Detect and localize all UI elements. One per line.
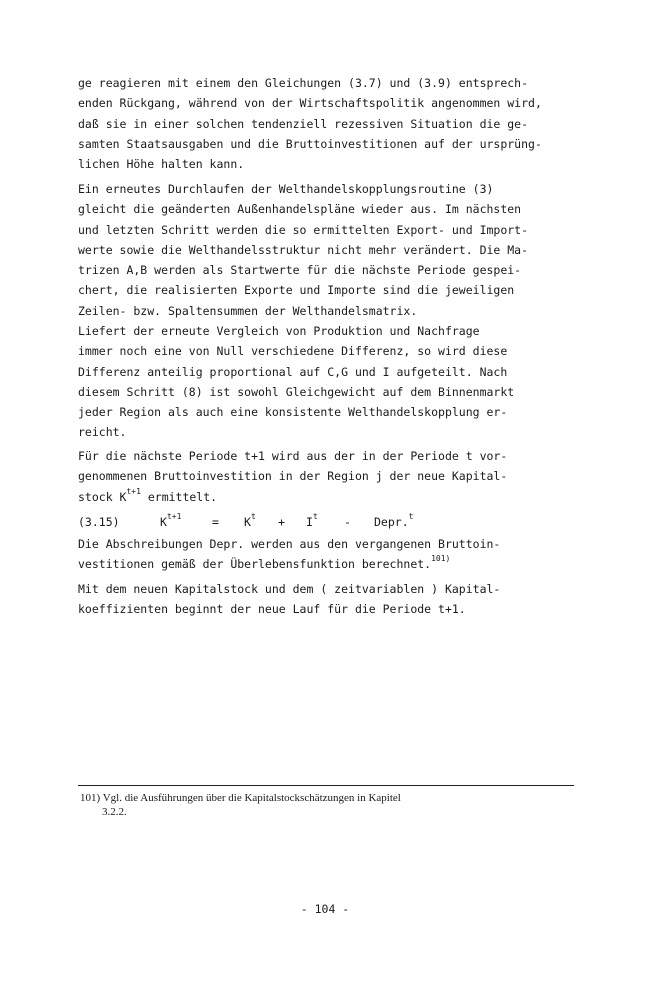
text-line: werte sowie die Welthandelsstruktur nicht mehr verändert. Die Ma-: [78, 242, 529, 257]
equation-lhs: [160, 512, 181, 532]
superscript: t: [408, 512, 414, 522]
text-line: jeder Region als auch eine konsistente Welthandelskopplung er-: [78, 405, 508, 420]
equation-term-i: [306, 512, 318, 532]
text-line: Ein erneutes Durchlaufen der Welthandelskopplungsroutine (3): [78, 182, 494, 196]
text-line: koeffizienten beginnt der neue Lauf für die Periode t+1.: [78, 602, 466, 617]
text-line: genommenen Bruttoinvestition in der Region j der neue Kapital-: [78, 469, 508, 484]
paragraph-6: [78, 579, 598, 620]
superscript: t+1: [166, 512, 182, 522]
text-line: trizen A,B werden als Startwerte für die nächste Periode gespei-: [78, 263, 522, 278]
text-line: samten Staatsausgaben und die Bruttoinvestitionen auf der ursprüng-: [78, 136, 542, 151]
paragraph-5: [78, 534, 598, 575]
text-line: Differenz anteilig proportional auf C,G und I aufgeteilt. Nach: [78, 364, 508, 379]
footnote-line: 101) Vgl. die Ausführungen über die Kapitalstockschätzungen in Kapitel: [80, 792, 401, 804]
footnote-line: 3.2.2.: [102, 806, 127, 818]
text-line: Mit dem neuen Kapitalstock und dem ( zeitvariablen ) Kapital-: [78, 582, 501, 596]
text-line: Zeilen- bzw. Spaltensummen der Welthandelsmatrix.: [78, 303, 418, 318]
symbol-depr: Depr.: [374, 515, 409, 529]
text-line: Liefert der erneute Vergleich von Produktion und Nachfrage: [78, 324, 480, 338]
footnote-101: [80, 791, 580, 819]
text-line: daß sie in einer solchen tendenziell rezessiven Situation die ge-: [78, 116, 529, 131]
text-line: ge reagieren mit einem den Gleichungen (3.7) und (3.9) entsprech-: [78, 76, 529, 90]
minus-sign: -: [344, 515, 351, 529]
footnote-divider: [78, 785, 574, 786]
superscript: t: [250, 512, 256, 522]
footnote-reference[interactable]: 101): [431, 554, 451, 564]
equation-number: (3.15): [78, 515, 120, 529]
text-line: [78, 554, 598, 574]
symbol-i: I: [306, 515, 313, 529]
plus-sign: +: [278, 515, 285, 529]
equation-term-k: [244, 512, 256, 532]
symbol-k: K: [160, 515, 167, 529]
text-fragment: ermittelt.: [140, 489, 218, 504]
paragraph-4: [78, 446, 598, 507]
paragraph-3: [78, 321, 598, 443]
text-line: gleicht die geänderten Außenhandelspläne wieder aus. Im nächsten: [78, 202, 522, 217]
symbol-k: K: [244, 515, 251, 529]
text-fragment: vestitionen gemäß der Überlebensfunktion berechnet.: [78, 557, 432, 572]
text-line: diesem Schritt (8) ist sowohl Gleichgewicht auf dem Binnenmarkt: [78, 384, 515, 399]
equation-term-depr: [374, 512, 413, 532]
text-line: reicht.: [78, 425, 127, 440]
text-line: enden Rückgang, während von der Wirtschaftspolitik angenommen wird,: [78, 96, 542, 111]
page-number: - 104 -: [300, 902, 350, 916]
paragraph-1: [78, 73, 598, 174]
text-line: Für die nächste Periode t+1 wird aus der in der Periode t vor-: [78, 449, 508, 463]
text-line: [78, 487, 598, 507]
superscript: t: [312, 512, 318, 522]
paragraph-2: [78, 179, 598, 321]
text-line: und letzten Schritt werden die so ermittelten Export- und Import-: [78, 222, 529, 237]
text-line: immer noch eine von Null verschiedene Differenz, so wird diese: [78, 344, 508, 359]
text-line: Die Abschreibungen Depr. werden aus den vergangenen Bruttoin-: [78, 537, 501, 551]
text-line: lichen Höhe halten kann.: [78, 157, 245, 172]
equals-sign: =: [212, 515, 219, 529]
text-fragment: stock K: [78, 489, 127, 504]
text-line: chert, die realisierten Exporte und Importe sind die jeweiligen: [78, 283, 515, 298]
superscript: t+1: [126, 486, 141, 496]
